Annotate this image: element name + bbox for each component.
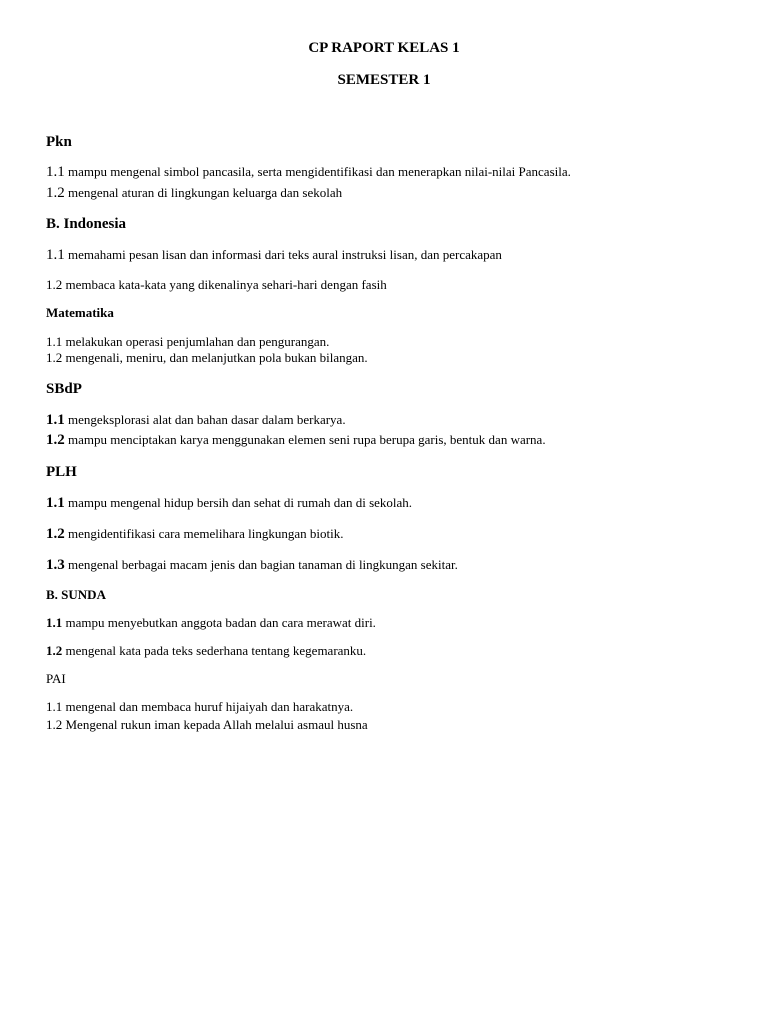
bsunda-item-1 — [46, 615, 376, 631]
pai-heading: PAI — [46, 671, 66, 686]
item-text: mampu mengenal simbol pancasila, serta mengidentifikasi dan menerapkan nilai-nilai Pancasila. — [64, 164, 571, 179]
item-text: mengenal aturan di lingkungan keluarga dan sekolah — [64, 185, 343, 200]
item-text: mengenal kata pada teks sederhana tentang kegemaranku. — [62, 643, 367, 658]
item-text: mampu mengenal hidup bersih dan sehat di rumah dan di sekolah. — [64, 495, 413, 510]
bsunda-item-2 — [46, 643, 366, 659]
pkn-item-1 — [46, 164, 571, 180]
item-number: 1.2 — [46, 432, 65, 448]
pkn-item-2 — [46, 185, 342, 201]
mat-item-1: 1.1 melakukan operasi penjumlahan dan pengurangan. — [46, 334, 330, 349]
pai-item-2: 1.2 Mengenal rukun iman kepada Allah melalui asmaul husna — [46, 717, 368, 732]
semester-title: SEMESTER 1 — [337, 72, 431, 88]
bindo-heading: B. Indonesia — [46, 216, 127, 232]
plh-item-2 — [46, 526, 343, 542]
sbdp-heading: SBdP — [46, 381, 82, 397]
item-number: 1.1 — [46, 495, 65, 511]
item-text: mengenal berbagai macam jenis dan bagian tanaman di lingkungan sekitar. — [64, 557, 458, 572]
document-title: CP RAPORT KELAS 1 — [308, 40, 460, 56]
sbdp-item-2 — [46, 432, 546, 448]
item-text: mampu menyebutkan anggota badan dan cara merawat diri. — [62, 615, 376, 630]
item-number: 1.2 — [46, 185, 65, 201]
plh-item-1 — [46, 495, 412, 511]
mat-item-2: 1.2 mengenali, meniru, dan melanjutkan pola bukan bilangan. — [46, 350, 368, 365]
bindo-item-2: 1.2 membaca kata-kata yang dikenalinya sehari-hari dengan fasih — [46, 277, 387, 292]
item-number: 1.3 — [46, 557, 65, 573]
pkn-heading: Pkn — [46, 134, 72, 150]
bindo-item-1 — [46, 247, 502, 263]
item-number: 1.2 — [46, 643, 63, 658]
item-text: memahami pesan lisan dan informasi dari teks aural instruksi lisan, dan percakapan — [64, 247, 502, 262]
item-number: 1.1 — [46, 164, 65, 180]
item-number: 1.1 — [46, 412, 65, 428]
sbdp-item-1 — [46, 412, 346, 428]
item-text: mengeksplorasi alat dan bahan dasar dalam berkarya. — [64, 412, 346, 427]
plh-heading: PLH — [46, 464, 77, 480]
mat-heading: Matematika — [46, 305, 114, 320]
item-text: mengidentifikasi cara memelihara lingkungan biotik. — [64, 526, 344, 541]
item-number: 1.2 — [46, 526, 65, 542]
plh-item-3 — [46, 557, 458, 573]
item-number: 1.1 — [46, 247, 65, 263]
item-number: 1.1 — [46, 615, 63, 630]
bsunda-heading: B. SUNDA — [46, 587, 106, 602]
item-text: mampu menciptakan karya menggunakan elemen seni rupa berupa garis, bentuk dan warna. — [64, 432, 546, 447]
pai-item-1: 1.1 mengenal dan membaca huruf hijaiyah dan harakatnya. — [46, 699, 354, 714]
